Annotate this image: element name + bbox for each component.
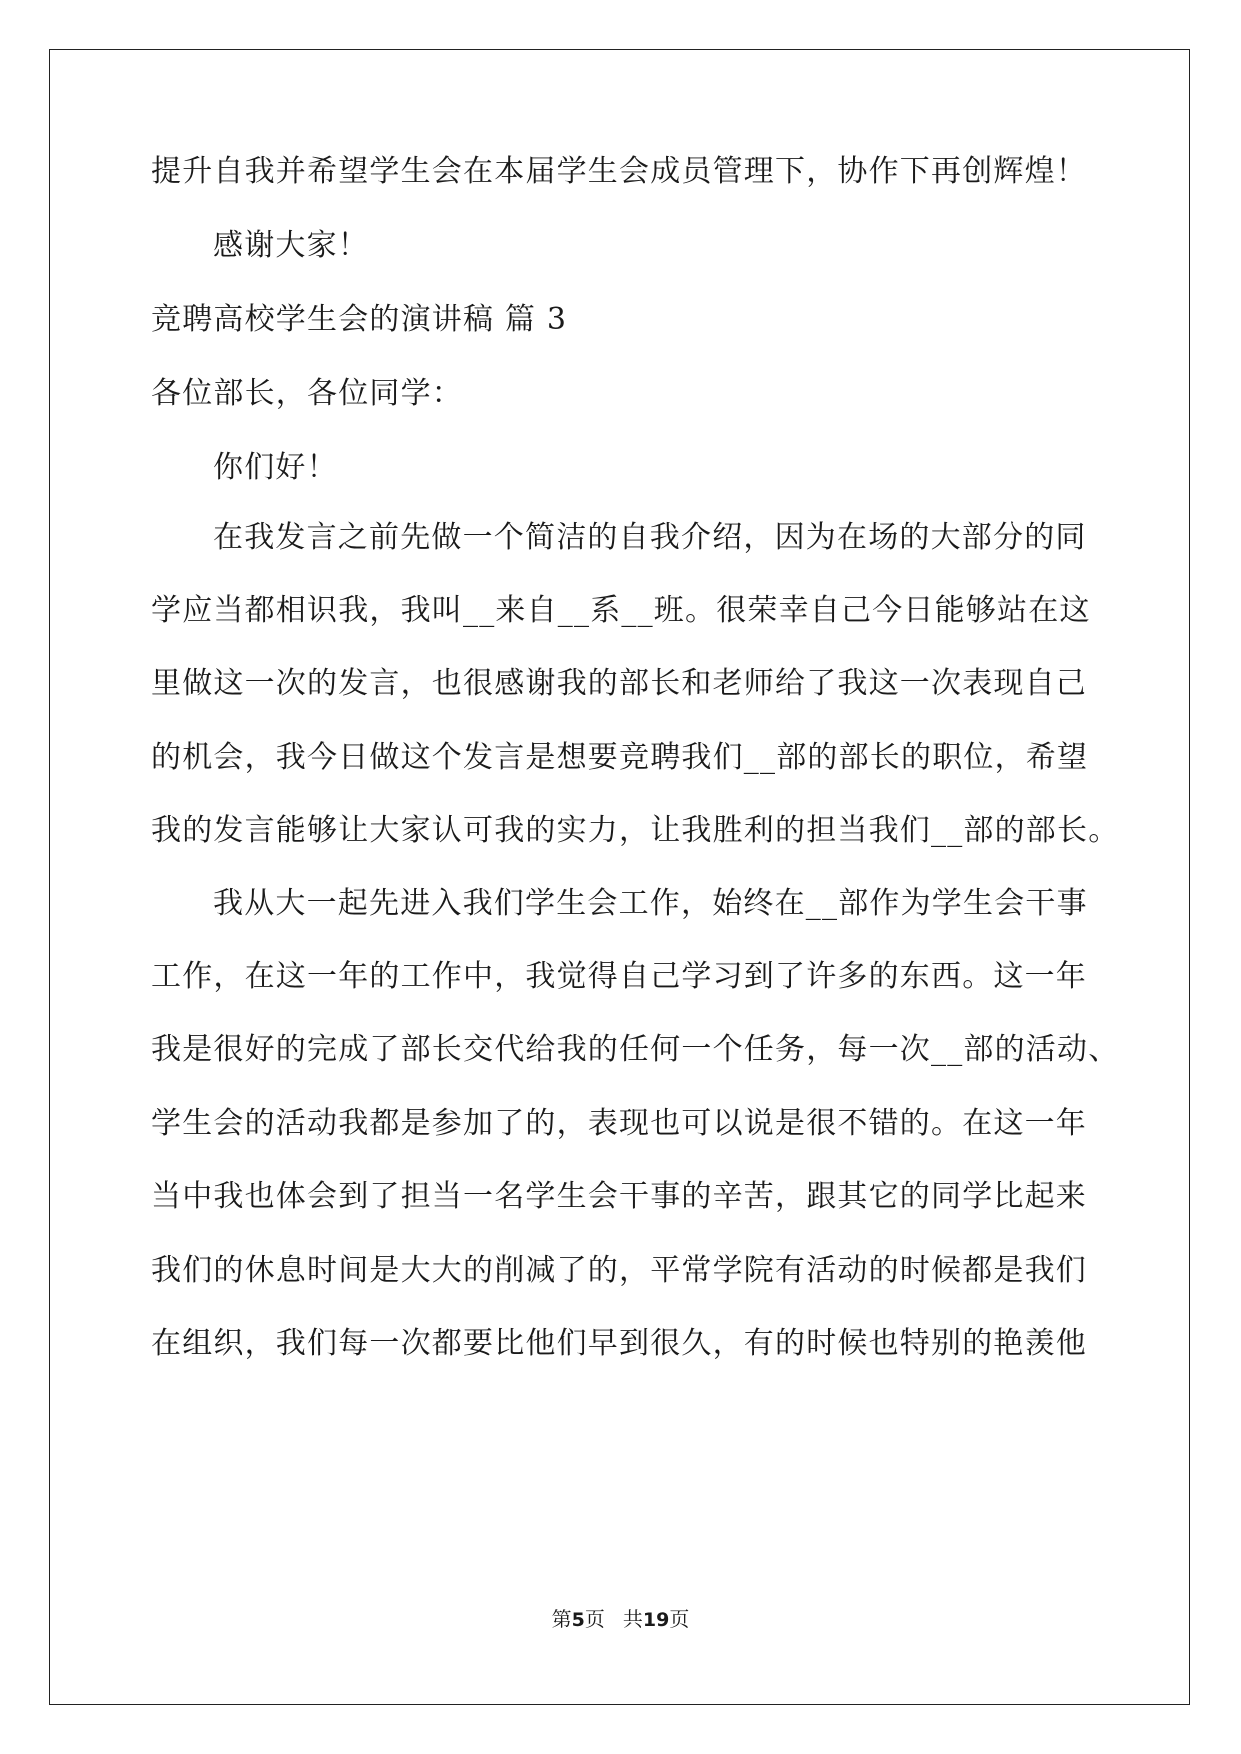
paragraph-line: 提升自我并希望学生会在本届学生会成员管理下，协作下再创辉煌！ — [151, 154, 1087, 189]
total-page-number: 19 — [642, 1609, 670, 1631]
page-prefix: 第 — [551, 1607, 572, 1631]
total-prefix: 共 — [622, 1607, 643, 1631]
paragraph-line: 我的发言能够让大家认可我的实力，让我胜利的担当我们__部的部长。 — [151, 813, 1120, 848]
paragraph-line: 的机会，我今日做这个发言是想要竞聘我们__部的部长的职位，希望 — [151, 740, 1089, 775]
page-label: 页 — [584, 1607, 605, 1631]
current-page-number: 5 — [571, 1609, 585, 1631]
paragraph-line: 我们的休息时间是大大的削减了的，平常学院有活动的时候都是我们 — [151, 1253, 1087, 1288]
paragraph-line: 在我发言之前先做一个简洁的自我介绍，因为在场的大部分的同 — [213, 520, 1087, 555]
paragraph-line: 里做这一次的发言，也很感谢我的部长和老师给了我这一次表现自己 — [151, 666, 1087, 701]
paragraph-line: 工作，在这一年的工作中，我觉得自己学习到了许多的东西。这一年 — [151, 959, 1087, 994]
paragraph-line: 学生会的活动我都是参加了的，表现也可以说是很不错的。在这一年 — [151, 1106, 1087, 1141]
section-heading: 竞聘高校学生会的演讲稿 篇 3 — [151, 302, 568, 337]
paragraph-line: 我从大一起先进入我们学生会工作，始终在__部作为学生会干事 — [213, 886, 1088, 921]
salutation: 各位部长，各位同学： — [151, 376, 463, 411]
total-label: 页 — [669, 1607, 690, 1631]
page-footer — [0, 1607, 1241, 1632]
paragraph-line: 我是很好的完成了部长交代给我的任何一个任务，每一次__部的活动、 — [151, 1032, 1120, 1067]
greeting: 你们好！ — [213, 450, 338, 485]
paragraph-line: 当中我也体会到了担当一名学生会干事的辛苦，跟其它的同学比起来 — [151, 1179, 1087, 1214]
closing-thanks: 感谢大家！ — [213, 228, 369, 263]
paragraph-line: 学应当都相识我，我叫__来自__系__班。很荣幸自己今日能够站在这 — [151, 593, 1091, 628]
page-border — [49, 49, 1190, 1705]
paragraph-line: 在组织，我们每一次都要比他们早到很久，有的时候也特别的艳羡他 — [151, 1326, 1087, 1361]
